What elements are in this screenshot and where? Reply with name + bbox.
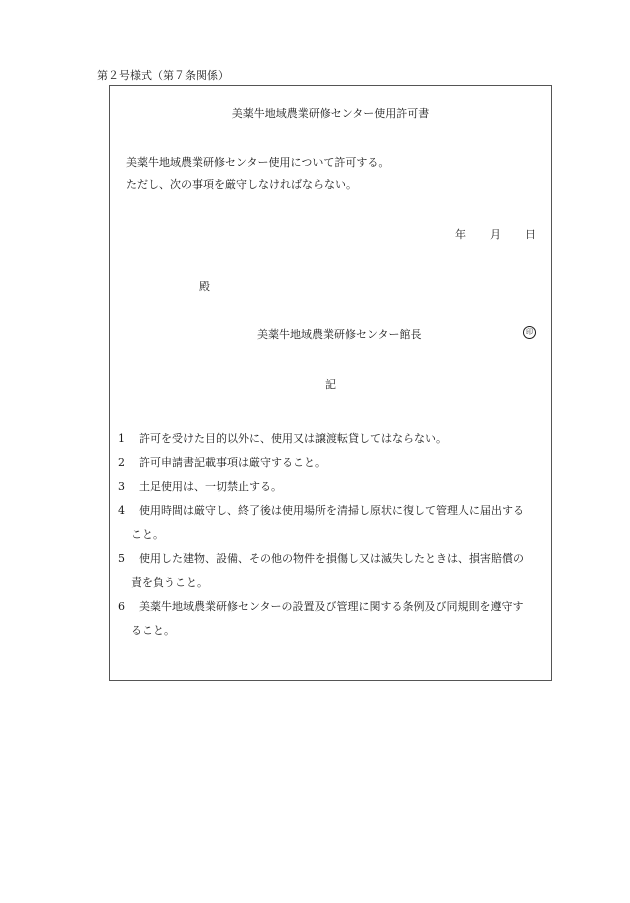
addressee-suffix: 殿 <box>199 280 210 293</box>
condition-text: 美薬牛地域農業研修センターの設置及び管理に関する条例及び同規則を遵守す <box>139 600 524 613</box>
condition-text: 使用した建物、設備、その他の物件を損傷し又は滅失したときは、損害賠償の <box>139 552 524 565</box>
ki-heading: 記 <box>325 378 336 391</box>
intro-line-2: ただし、次の事項を厳守しなければならない。 <box>126 178 357 191</box>
condition-item <box>118 595 548 643</box>
issuer-title: 美薬牛地域農業研修センター館長 <box>257 328 422 341</box>
date-month-label: 月 <box>490 228 501 241</box>
condition-number: 2 <box>118 456 125 469</box>
document-title: 美薬牛地域農業研修センター使用許可書 <box>231 107 430 120</box>
condition-item <box>118 451 548 475</box>
form-number: 第２号様式（第７条関係） <box>97 69 229 82</box>
condition-number: 1 <box>118 432 125 445</box>
date-year-label: 年 <box>455 228 466 241</box>
date-line <box>455 226 536 242</box>
condition-number: 3 <box>118 480 125 493</box>
conditions-list <box>118 427 548 643</box>
permit-form-frame <box>109 85 552 681</box>
condition-text: 土足使用は、一切禁止する。 <box>139 480 282 493</box>
condition-text: 許可申請書記載事項は厳守すること。 <box>139 456 326 469</box>
condition-item <box>118 547 548 595</box>
condition-text: 使用時間は厳守し、終了後は使用場所を清掃し原状に復して管理人に届出する <box>139 504 524 517</box>
condition-text-continued: ること。 <box>131 624 175 637</box>
condition-item <box>118 499 548 547</box>
condition-number: 6 <box>118 600 125 613</box>
condition-text-continued: 責を負うこと。 <box>131 576 208 589</box>
condition-number: 5 <box>118 552 125 565</box>
seal-mark-icon: 印 <box>523 326 536 339</box>
condition-number: 4 <box>118 504 125 517</box>
condition-text: 許可を受けた目的以外に、使用又は譲渡転貸してはならない。 <box>139 432 447 445</box>
condition-text-continued: こと。 <box>131 528 164 541</box>
date-day-label: 日 <box>525 228 536 241</box>
condition-item <box>118 475 548 499</box>
intro-line-1: 美薬牛地域農業研修センター使用について許可する。 <box>126 156 390 169</box>
condition-item <box>118 427 548 451</box>
